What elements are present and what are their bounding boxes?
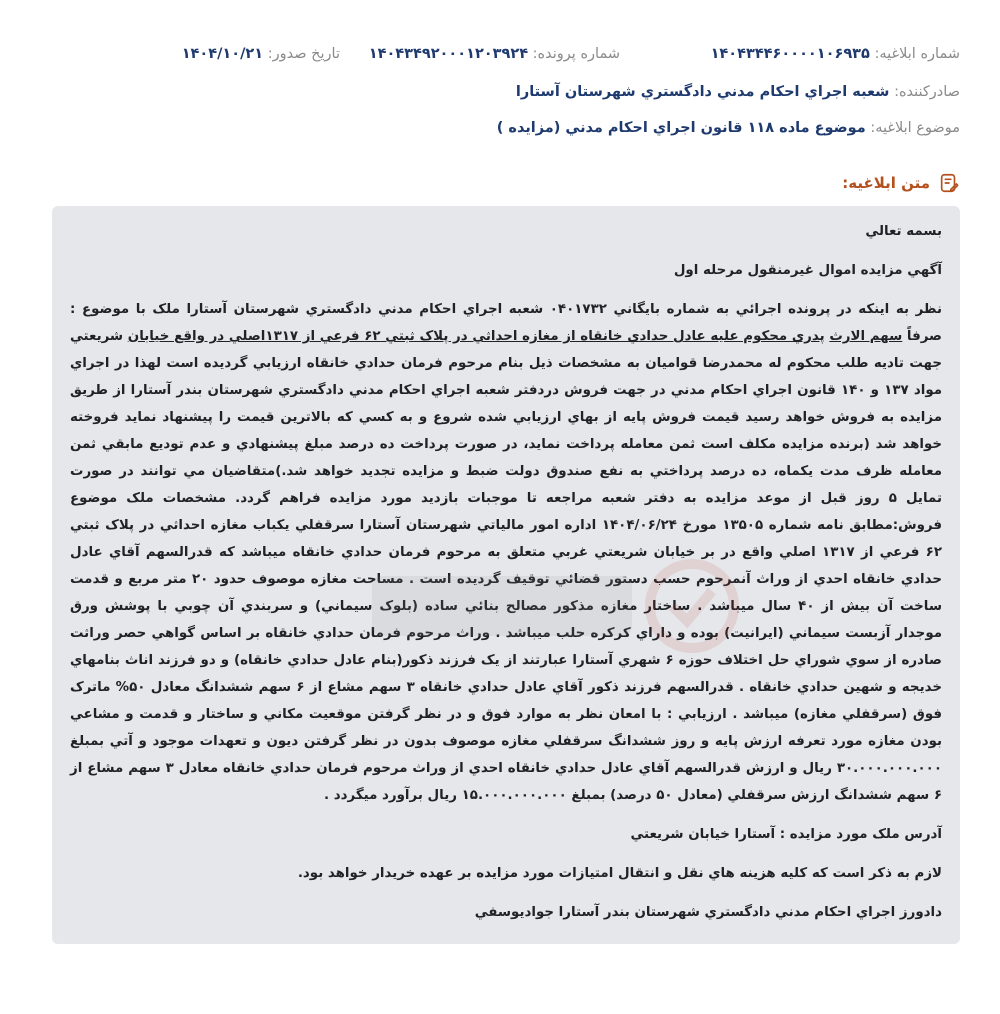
case-number-value: ۱۴۰۴۳۴۹۲۰۰۰۱۲۰۳۹۲۴: [368, 46, 529, 62]
document-edit-icon: [938, 172, 960, 194]
auction-body-paragraph: [70, 296, 942, 809]
notice-text-content: [70, 218, 942, 926]
issuer-label: صادرکننده:: [894, 84, 960, 100]
subject-label: موضوع ابلاغيه:: [870, 120, 960, 136]
notice-number-value: ۱۴۰۴۳۴۴۶۰۰۰۰۱۰۶۹۳۵: [710, 46, 870, 62]
notice-number-label: شماره ابلاغيه:: [874, 46, 960, 62]
meta-row-subject: [40, 120, 960, 144]
meta-row-issuer: [40, 84, 960, 108]
auction-title: آگهي مزايده اموال غيرمنقول مرحله اول: [673, 263, 942, 278]
case-number: [369, 46, 620, 62]
notice-text-heading: [842, 170, 960, 196]
notice-text-heading-label: متن ابلاغيه:: [842, 174, 930, 192]
issuer-value: شعبه اجراي احکام مدني دادگستري شهرستان آستارا: [515, 84, 890, 100]
officer-signature: دادورز اجراي احکام مدني دادگستري شهرستان بندر آستارا جواديوسفي: [474, 905, 942, 920]
case-number-label: شماره پرونده:: [532, 46, 620, 62]
basmala-title: بسمه تعالي: [865, 224, 942, 239]
body-underlined-part1: سهم الارث: [829, 329, 903, 344]
issue-date-label: تاريخ صدور:: [267, 46, 340, 62]
transfer-costs-note: لازم به ذکر است که کليه هزينه هاي نقل و انتقال امتيازات مورد مزايده بر عهده خريدار خواهد بود.: [297, 866, 942, 881]
subject-value: موضوع ماده ۱۱۸ قانون اجراي احکام مدني (مزايده ): [496, 120, 866, 136]
subject: [497, 120, 960, 136]
notice-number: [711, 46, 960, 62]
notice-text-box: [52, 206, 960, 944]
property-address: آدرس ملک مورد مزايده : آستارا خيابان شريعتي: [630, 827, 942, 842]
issue-date: [182, 46, 340, 62]
meta-row-numbers: [40, 46, 960, 70]
body-text-part2: شريعتي جهت تاديه طلب محکوم له محمدرضا قواميان به مشخصات ذيل بنام مرحوم فرمان حدادي خانقاه ارزيابي گرديده است لهذا در اجراي مواد ۱۳۷ و ۱۴۰ قانون اجراي احکام مدني در جهت فروش دردفتر شعبه اجراي احکام مدني دادگستري شهرستان بندر آستارا از طريق مزايده به فروش خواهد رسيد قيمت فروش پايه از بهاي ارزيابي شده شروع و به کسي که بالاترين قيمت را پيشنهاد نمايد فروخته خواهد شد (برنده مزايده مکلف است ثمن معامله پرداخت نمايد، در صورت پرداخت ده درصد مبلغ پيشنهادي و عدم توديع مابقي ثمن معامله ظرف مدت يکماه، ده درصد پرداختي به نفع صندوق دولت ضبط و مزايده تجديد خواهد شد.)متقاضيان مي توانند در صورت تمايل ۵ روز قبل از موعد مزايده به دفتر شعبه مراجعه تا موجبات بازديد مورد مزايده فراهم گردد. مشخصات ملک موضوع فروش:مطابق نامه شماره ۱۳۵۰۵ مورخ ۱۴۰۴/۰۶/۲۴ اداره امور مالياتي شهرستان آستارا سرقفلي يکباب مغازه احداثي در پلاک ثبتي ۶۲ فرعي از ۱۳۱۷ اصلي واقع در بر خيابان شريعتي غربي متعلق به مرحوم فرمان حدادي خانقاه ميباشد که قدرالسهم آقاي عادل حدادي خانقاه احدي از وراث آنمرحوم حسب دستور قضائي توقيف گرديده است . مساحت مغازه موصوف حدود ۲۰ متر مربع و قدمت ساخت آن بيش از ۴۰ سال ميباشد . ساختار مغازه مذکور مصالح بنائي ساده (بلوک سيماني) و سربندي آن چوبي با پوشش ورق موجدار آزبست سيماني (ايرانيت) بوده و داراي کرکره حلب ميباشد . وراث مرحوم فرمان حدادي خانقاه بر اساس گواهي حصر وراثت صادره از سوي شوراي حل اختلاف حوزه ۶ شهري آستارا عبارتند از يک فرزند ذکور(بنام عادل حدادي خانقاه) و دو فرزند اناث بنامهاي خديجه و شهين حدادي خانقاه . قدرالسهم فرزند ذکور آقاي عادل حدادي خانقاه ۳ سهم مشاع از ۶ سهم ششدانگ معادل ۵۰% ماترک فوق (سرقفلي مغازه) ميباشد . ارزيابي : با امعان نظر به موارد فوق و در نظر گرفتن موقعيت مکاني و ساختار و قدمت و مشاعي بودن مغازه مورد تعرفه ارزش پايه و روز ششدانگ سرقفلي مغازه موصوف بدون در نظر گرفتن ديون و تعهدات موجود و آتي بمبلغ ۳۰.۰۰۰.۰۰۰.۰۰۰ ريال و ارزش قدرالسهم آقاي عادل حدادي خانقاه احدي از وراث مرحوم فرمان حدادي خانقاه معادل ۳ سهم مشاع از ۶ سهم ششدانگ ارزش سرقفلي (معادل ۵۰ درصد) بمبلغ ۱۵.۰۰۰.۰۰۰.۰۰۰ ريال برآورد ميگردد .: [70, 329, 943, 803]
issuer: [516, 84, 960, 100]
issue-date-value: ۱۴۰۴/۱۰/۲۱: [181, 46, 264, 62]
body-underlined-part2: پدري محکوم عليه عادل حدادي خانقاه از مغازه احداثي در پلاک ثبتي ۶۲ فرعي از ۱۳۱۷اصلي در واقع خيابان: [127, 329, 825, 344]
body-text-part1: نظر به اينکه در پرونده اجرائي به شماره بايگاني ۰۴۰۱۷۳۲ شعبه اجراي احکام مدني دادگستري شهرستان آستارا ملک با موضوع : صرفاً: [70, 302, 943, 344]
